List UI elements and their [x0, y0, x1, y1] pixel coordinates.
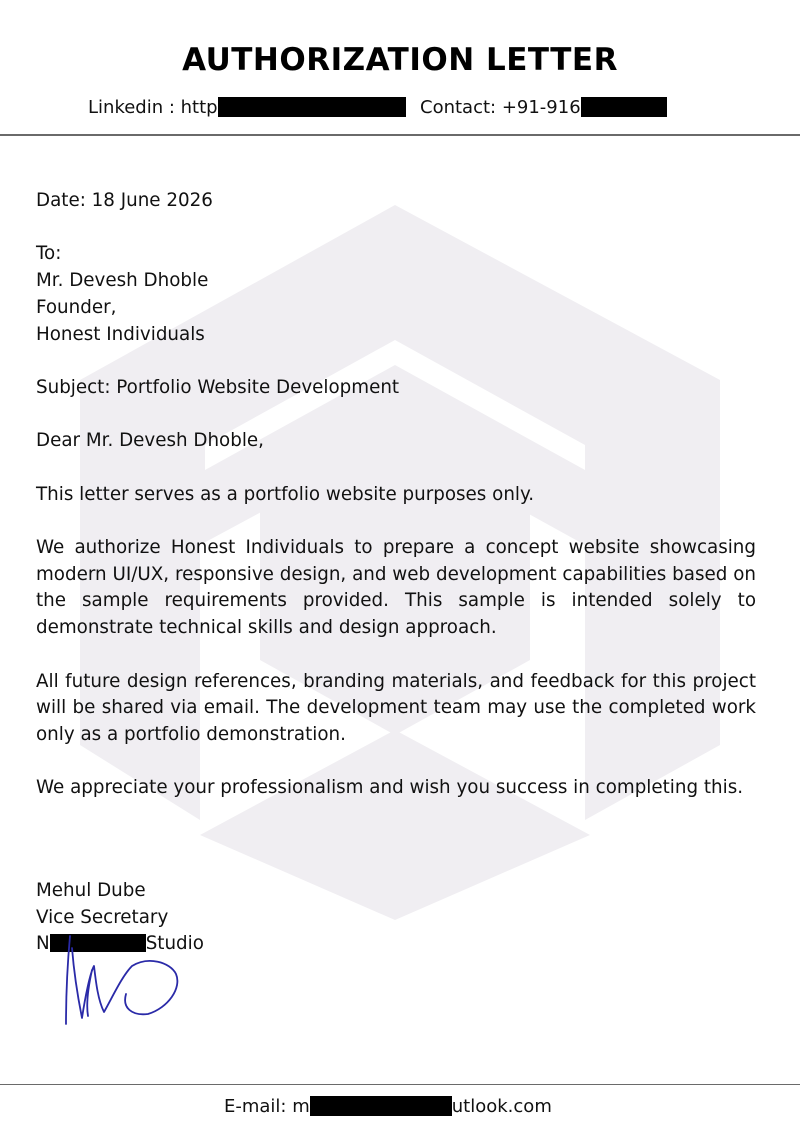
header-divider	[0, 134, 800, 136]
signatory-name: Mehul Dube	[36, 880, 146, 901]
contact-label: Contact: +91-916	[420, 97, 581, 118]
paragraph-2: We authorize Honest Individuals to prepare a concept website showcasing modern UI/UX, responsive design, and web development capabilities based on the sample requirements provided. This sample is intended solely to demonstrate technical skills and design approach.	[36, 537, 756, 639]
contact-line	[420, 97, 667, 118]
to-label: To:	[36, 243, 62, 265]
email-suffix: utlook.com	[451, 1096, 552, 1117]
linkedin-line	[88, 97, 406, 118]
letter-body	[36, 188, 756, 802]
letter-title: AUTHORIZATION LETTER	[182, 42, 618, 78]
signatory-position: Vice Secretary	[36, 906, 169, 928]
recipient-title: Founder,	[36, 296, 117, 318]
redaction-bar	[218, 97, 406, 117]
salutation: Dear Mr. Devesh Dhoble,	[36, 430, 264, 452]
signatory-org-suffix: Studio	[145, 933, 204, 954]
redaction-bar	[581, 97, 667, 117]
paragraph-4: We appreciate your professionalism and wish you success in completing this.	[36, 777, 744, 799]
footer-email	[224, 1096, 552, 1117]
letter-subject: Subject: Portfolio Website Development	[36, 376, 400, 398]
paragraph-1: This letter serves as a portfolio website purposes only.	[36, 483, 535, 505]
recipient-name: Mr. Devesh Dhoble	[36, 270, 209, 292]
footer-divider	[0, 1084, 800, 1085]
handwritten-signature	[52, 928, 192, 1032]
signatory-org-prefix: N	[36, 933, 50, 954]
recipient-org: Honest Individuals	[36, 323, 205, 345]
email-label: E-mail: m	[224, 1096, 310, 1117]
redaction-bar	[310, 1096, 452, 1116]
letter-date: Date: 18 June 2026	[36, 190, 213, 211]
paragraph-3: All future design references, branding materials, and feedback for this project will be shared via email. The development team may use the completed work only as a portfolio demonstration.	[36, 670, 756, 745]
linkedin-label: Linkedin : http	[88, 97, 218, 118]
